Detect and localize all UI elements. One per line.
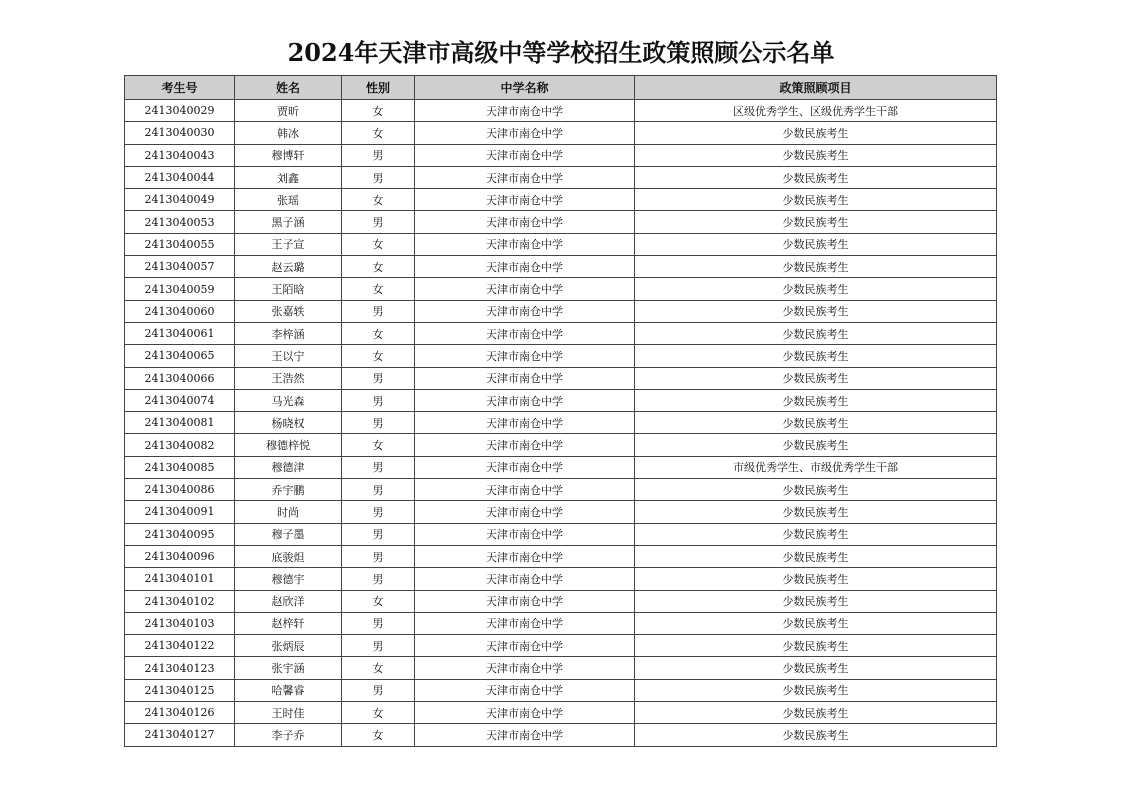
cell-policy: 少数民族考生	[635, 144, 997, 166]
cell-gender: 女	[342, 100, 415, 122]
cell-name: 赵云璐	[235, 256, 342, 278]
cell-school: 天津市南仓中学	[415, 122, 635, 144]
cell-name: 乔宇鹏	[235, 479, 342, 501]
table-row	[125, 568, 997, 590]
cell-policy: 少数民族考生	[635, 412, 997, 434]
cell-name: 穆博轩	[235, 144, 342, 166]
cell-school: 天津市南仓中学	[415, 590, 635, 612]
cell-policy: 区级优秀学生、区级优秀学生干部	[635, 100, 997, 122]
cell-policy: 少数民族考生	[635, 679, 997, 701]
cell-name: 时尚	[235, 501, 342, 523]
cell-policy: 少数民族考生	[635, 367, 997, 389]
table-row	[125, 545, 997, 567]
cell-policy: 少数民族考生	[635, 568, 997, 590]
table-row	[125, 233, 997, 255]
cell-student-id: 2413040065	[125, 345, 235, 367]
cell-name: 张嘉轶	[235, 300, 342, 322]
header-name: 姓名	[235, 76, 342, 100]
table-row	[125, 389, 997, 411]
table-row	[125, 211, 997, 233]
table-row	[125, 724, 997, 746]
cell-policy: 少数民族考生	[635, 233, 997, 255]
cell-policy: 少数民族考生	[635, 590, 997, 612]
cell-name: 黑子涵	[235, 211, 342, 233]
cell-student-id: 2413040061	[125, 322, 235, 344]
cell-name: 王浩然	[235, 367, 342, 389]
table-row	[125, 278, 997, 300]
cell-school: 天津市南仓中学	[415, 189, 635, 211]
cell-gender: 女	[342, 345, 415, 367]
cell-school: 天津市南仓中学	[415, 724, 635, 746]
cell-school: 天津市南仓中学	[415, 100, 635, 122]
table-row	[125, 166, 997, 188]
cell-school: 天津市南仓中学	[415, 702, 635, 724]
table-row	[125, 612, 997, 634]
cell-policy: 少数民族考生	[635, 724, 997, 746]
cell-school: 天津市南仓中学	[415, 211, 635, 233]
cell-gender: 女	[342, 702, 415, 724]
cell-policy: 少数民族考生	[635, 702, 997, 724]
cell-gender: 男	[342, 211, 415, 233]
cell-school: 天津市南仓中学	[415, 657, 635, 679]
cell-policy: 少数民族考生	[635, 322, 997, 344]
cell-school: 天津市南仓中学	[415, 278, 635, 300]
cell-gender: 男	[342, 679, 415, 701]
table-row	[125, 300, 997, 322]
cell-name: 穆子墨	[235, 523, 342, 545]
cell-name: 贾昕	[235, 100, 342, 122]
cell-gender: 女	[342, 189, 415, 211]
cell-gender: 男	[342, 501, 415, 523]
header-gender: 性别	[342, 76, 415, 100]
cell-policy: 少数民族考生	[635, 523, 997, 545]
cell-gender: 男	[342, 144, 415, 166]
cell-name: 张瑶	[235, 189, 342, 211]
cell-name: 哈馨睿	[235, 679, 342, 701]
cell-name: 马光森	[235, 389, 342, 411]
cell-student-id: 2413040059	[125, 278, 235, 300]
cell-school: 天津市南仓中学	[415, 300, 635, 322]
cell-student-id: 2413040074	[125, 389, 235, 411]
cell-gender: 男	[342, 612, 415, 634]
cell-gender: 女	[342, 434, 415, 456]
cell-school: 天津市南仓中学	[415, 412, 635, 434]
cell-name: 李梓涵	[235, 322, 342, 344]
cell-school: 天津市南仓中学	[415, 345, 635, 367]
cell-policy: 少数民族考生	[635, 300, 997, 322]
cell-student-id: 2413040122	[125, 635, 235, 657]
cell-school: 天津市南仓中学	[415, 322, 635, 344]
cell-name: 底骏炟	[235, 545, 342, 567]
cell-student-id: 2413040057	[125, 256, 235, 278]
cell-student-id: 2413040044	[125, 166, 235, 188]
cell-student-id: 2413040101	[125, 568, 235, 590]
cell-name: 李子乔	[235, 724, 342, 746]
cell-name: 穆德梓悦	[235, 434, 342, 456]
table-row	[125, 322, 997, 344]
cell-name: 刘鑫	[235, 166, 342, 188]
cell-policy: 少数民族考生	[635, 434, 997, 456]
cell-gender: 女	[342, 233, 415, 255]
cell-student-id: 2413040049	[125, 189, 235, 211]
table-row	[125, 523, 997, 545]
table-row	[125, 345, 997, 367]
cell-student-id: 2413040086	[125, 479, 235, 501]
cell-school: 天津市南仓中学	[415, 256, 635, 278]
cell-school: 天津市南仓中学	[415, 389, 635, 411]
cell-name: 穆德宇	[235, 568, 342, 590]
cell-policy: 少数民族考生	[635, 256, 997, 278]
page-title: 2024年天津市高级中等学校招生政策照顾公示名单	[287, 38, 835, 67]
cell-name: 杨晓权	[235, 412, 342, 434]
cell-student-id: 2413040060	[125, 300, 235, 322]
cell-name: 王时佳	[235, 702, 342, 724]
cell-gender: 女	[342, 322, 415, 344]
cell-student-id: 2413040096	[125, 545, 235, 567]
cell-policy: 少数民族考生	[635, 345, 997, 367]
table-row	[125, 479, 997, 501]
table-row	[125, 590, 997, 612]
table-row	[125, 412, 997, 434]
cell-gender: 男	[342, 635, 415, 657]
cell-gender: 男	[342, 568, 415, 590]
table-header-row	[125, 76, 997, 100]
cell-gender: 女	[342, 122, 415, 144]
table-row	[125, 702, 997, 724]
cell-school: 天津市南仓中学	[415, 479, 635, 501]
cell-name: 赵欣洋	[235, 590, 342, 612]
cell-policy: 少数民族考生	[635, 501, 997, 523]
cell-policy: 少数民族考生	[635, 166, 997, 188]
cell-student-id: 2413040091	[125, 501, 235, 523]
cell-student-id: 2413040043	[125, 144, 235, 166]
cell-gender: 女	[342, 256, 415, 278]
cell-student-id: 2413040123	[125, 657, 235, 679]
cell-school: 天津市南仓中学	[415, 679, 635, 701]
cell-gender: 女	[342, 724, 415, 746]
table-row	[125, 657, 997, 679]
cell-name: 张炳辰	[235, 635, 342, 657]
cell-student-id: 2413040082	[125, 434, 235, 456]
table-row	[125, 434, 997, 456]
table-row	[125, 456, 997, 478]
cell-student-id: 2413040095	[125, 523, 235, 545]
cell-name: 王陌晗	[235, 278, 342, 300]
cell-student-id: 2413040029	[125, 100, 235, 122]
cell-student-id: 2413040103	[125, 612, 235, 634]
cell-school: 天津市南仓中学	[415, 144, 635, 166]
cell-policy: 少数民族考生	[635, 612, 997, 634]
cell-student-id: 2413040085	[125, 456, 235, 478]
cell-gender: 女	[342, 278, 415, 300]
table-row	[125, 144, 997, 166]
cell-school: 天津市南仓中学	[415, 434, 635, 456]
cell-policy: 少数民族考生	[635, 479, 997, 501]
cell-school: 天津市南仓中学	[415, 456, 635, 478]
cell-gender: 男	[342, 479, 415, 501]
cell-policy: 少数民族考生	[635, 657, 997, 679]
table-row	[125, 122, 997, 144]
cell-name: 韩冰	[235, 122, 342, 144]
table-row	[125, 501, 997, 523]
cell-policy: 少数民族考生	[635, 278, 997, 300]
table-row	[125, 679, 997, 701]
cell-policy: 少数民族考生	[635, 545, 997, 567]
cell-student-id: 2413040066	[125, 367, 235, 389]
cell-name: 王子宣	[235, 233, 342, 255]
cell-school: 天津市南仓中学	[415, 367, 635, 389]
cell-gender: 男	[342, 300, 415, 322]
cell-name: 王以宁	[235, 345, 342, 367]
cell-student-id: 2413040081	[125, 412, 235, 434]
header-school: 中学名称	[415, 76, 635, 100]
table-row	[125, 100, 997, 122]
cell-student-id: 2413040126	[125, 702, 235, 724]
cell-gender: 女	[342, 657, 415, 679]
cell-policy: 少数民族考生	[635, 635, 997, 657]
cell-policy: 少数民族考生	[635, 211, 997, 233]
table-row	[125, 635, 997, 657]
cell-policy: 市级优秀学生、市级优秀学生干部	[635, 456, 997, 478]
cell-gender: 男	[342, 412, 415, 434]
table-row	[125, 189, 997, 211]
cell-student-id: 2413040055	[125, 233, 235, 255]
cell-school: 天津市南仓中学	[415, 568, 635, 590]
table-body	[125, 100, 997, 747]
cell-student-id: 2413040125	[125, 679, 235, 701]
cell-school: 天津市南仓中学	[415, 612, 635, 634]
header-id: 考生号	[125, 76, 235, 100]
cell-policy: 少数民族考生	[635, 189, 997, 211]
cell-school: 天津市南仓中学	[415, 166, 635, 188]
cell-gender: 男	[342, 367, 415, 389]
cell-student-id: 2413040053	[125, 211, 235, 233]
header-policy: 政策照顾项目	[635, 76, 997, 100]
cell-gender: 男	[342, 456, 415, 478]
cell-school: 天津市南仓中学	[415, 635, 635, 657]
cell-name: 穆德津	[235, 456, 342, 478]
cell-school: 天津市南仓中学	[415, 501, 635, 523]
cell-school: 天津市南仓中学	[415, 523, 635, 545]
cell-policy: 少数民族考生	[635, 122, 997, 144]
table-row	[125, 367, 997, 389]
cell-student-id: 2413040102	[125, 590, 235, 612]
cell-name: 张宇涵	[235, 657, 342, 679]
table-row	[125, 256, 997, 278]
cell-gender: 女	[342, 590, 415, 612]
cell-name: 赵梓轩	[235, 612, 342, 634]
cell-policy: 少数民族考生	[635, 389, 997, 411]
cell-student-id: 2413040127	[125, 724, 235, 746]
cell-school: 天津市南仓中学	[415, 545, 635, 567]
cell-gender: 男	[342, 166, 415, 188]
cell-school: 天津市南仓中学	[415, 233, 635, 255]
cell-gender: 男	[342, 523, 415, 545]
cell-student-id: 2413040030	[125, 122, 235, 144]
cell-gender: 男	[342, 389, 415, 411]
cell-gender: 男	[342, 545, 415, 567]
roster-table	[124, 75, 997, 747]
